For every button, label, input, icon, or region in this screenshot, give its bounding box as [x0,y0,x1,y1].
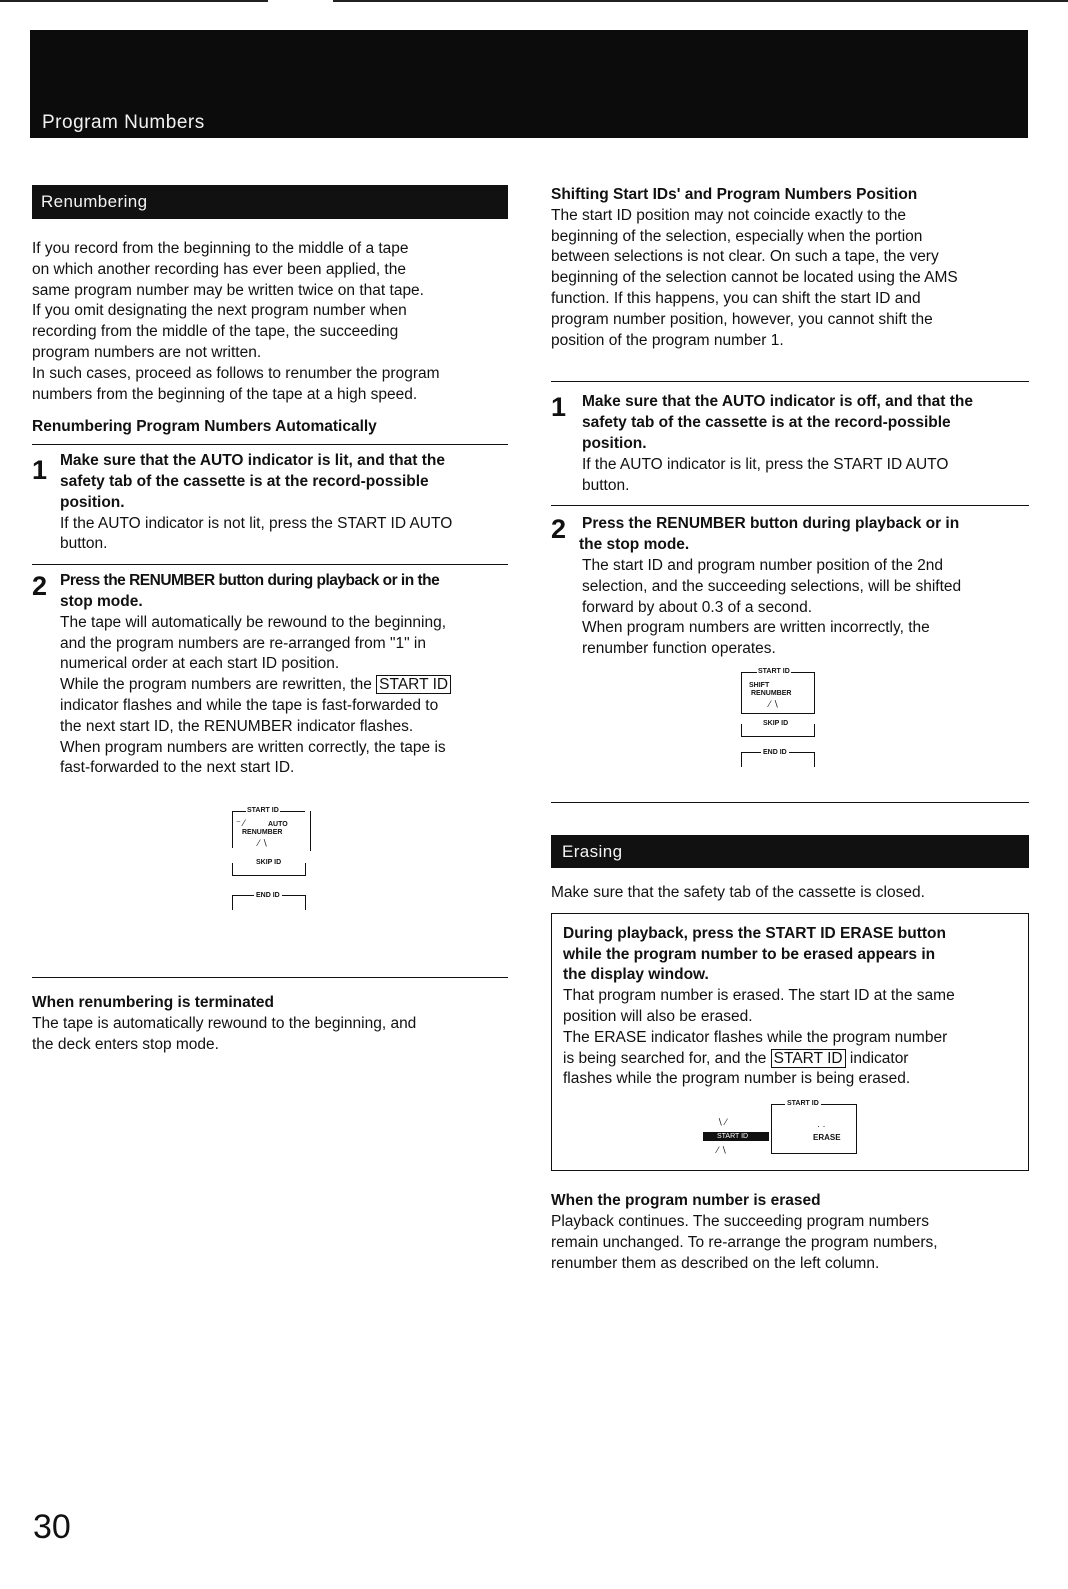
step-body [60,675,508,696]
start-id-label: START ID [787,1100,819,1108]
start-id-indicator-label: START ID [771,1049,846,1068]
erase-body-text: indicator [845,1049,909,1067]
erase-body: flashes while the program number is being erased. [563,1070,911,1088]
step-number: 1 [32,455,48,486]
end-id-label: END ID [256,892,280,900]
shifting-line: The start ID position may not coincide exactly to the [551,206,906,224]
step-body: button. [582,476,630,494]
step-body: When program numbers are written correctly, the tape is [60,738,446,756]
shifting-line: beginning of the selection cannot be located using the AMS [551,269,958,287]
skip-id-label: SKIP ID [256,859,282,867]
erase-head: while the program number to be erased appears in [563,945,936,963]
step-body-text: While the program numbers are rewritten, the [60,676,377,694]
step-body: The start ID and program number position of the 2nd [582,556,944,574]
display-bracket [771,1104,857,1154]
renumbering-intro [32,239,508,405]
step-number: 2 [32,571,48,602]
shift-step-1 [551,392,1029,496]
divider [551,802,1029,803]
shifting-heading: Shifting Start IDs' and Program Numbers Position [551,186,918,203]
step-head: position. [60,493,125,511]
step-head: Press the RENUMBER button during playback or in the [60,572,440,590]
step-body: renumber function operates. [582,640,776,658]
erase-label: ERASE [813,1133,841,1143]
step-body: fast-forwarded to the next start ID. [60,759,295,777]
step-number: 1 [551,392,567,423]
terminated-heading: When renumbering is terminated [32,994,275,1012]
step-body: button. [60,535,108,553]
step-body: selection, and the succeeding selections, will be shifted [582,577,962,595]
shift-display-illustration [741,668,831,788]
terminated-line: The tape is automatically rewound to the beginning, and [32,1014,417,1032]
renumber-step-1 [32,451,508,555]
erase-instruction-box [551,913,1029,1171]
shifting-line: function. If this happens, you can shift the start ID and [551,289,921,307]
step-body: If the AUTO indicator is not lit, press the START ID AUTO [60,514,453,532]
shifting-line: between selections is not clear. On such a tape, the very [551,248,939,266]
erase-body [563,1049,1018,1070]
step-head: Make sure that the AUTO indicator is lit, and that the [60,452,445,470]
erased-line: remain unchanged. To re-arrange the program numbers, [551,1233,938,1251]
right-column [551,185,1029,1274]
erased-heading: When the program number is erased [551,1192,821,1210]
erasing-intro: Make sure that the safety tab of the cassette is closed. [551,883,925,901]
shifting-line: beginning of the selection, especially when the portion [551,227,923,245]
step-body: If the AUTO indicator is lit, press the START ID AUTO [582,455,949,473]
erase-body: The ERASE indicator flashes while the program number [563,1028,948,1046]
top-rule-right [333,0,1068,2]
step-body: and the program numbers are re-arranged from "1" in [60,634,426,652]
auto-heading: Renumbering Program Numbers Automatically [32,418,377,436]
renumber-label: RENUMBER [751,689,792,697]
step-body: indicator flashes and while the tape is fast-forwarded to [60,696,439,714]
erased-line: renumber them as described on the left column. [551,1254,880,1272]
flash-icon: ⁻ ⁄ [236,818,245,829]
start-id-label: START ID [758,667,790,675]
step-head: the stop mode. [579,536,690,554]
erased-line: Playback continues. The succeeding program numbers [551,1212,929,1230]
intro-line: recording from the middle of the tape, the succeeding [32,323,399,341]
divider [32,564,508,565]
start-id-lit-label: START ID [717,1133,749,1141]
page-title: Program Numbers [42,112,205,133]
step-head: stop mode. [60,592,143,610]
step-number: 2 [551,514,567,545]
flash-icon: ⁄ ∖ [258,838,268,849]
end-id-label: END ID [763,748,787,756]
intro-line: same program number may be written twice on that tape. [32,281,424,299]
divider [551,381,1029,382]
shift-label: SHIFT [749,681,770,689]
intro-line: If you omit designating the next program number when [32,302,407,320]
left-column [32,185,508,1056]
top-rule-left [0,0,268,2]
erase-body-text: is being searched for, and the [563,1049,771,1067]
erase-body: position will also be erased. [563,1007,753,1025]
erase-display-illustration [693,1100,873,1160]
shift-step-2 [551,514,1029,660]
flash-icon: · · [817,1121,826,1132]
divider [32,977,508,978]
step-body: the next start ID, the RENUMBER indicator flashes. [60,717,414,735]
skip-id-label: SKIP ID [763,719,789,727]
renumber-display-illustration [232,807,322,927]
erase-head: the display window. [563,966,709,984]
flash-icon: ∖ ⁄ [717,1117,727,1128]
shifting-line: program number position, however, you cannot shift the [551,310,933,328]
step-head: Press the RENUMBER button during playback or in [582,515,960,533]
divider [32,444,508,445]
header-bar [30,30,1028,138]
intro-line: program numbers are not written. [32,343,262,361]
step-head: safety tab of the cassette is at the record-possible [60,472,429,490]
step-body: forward by about 0.3 of a second. [582,598,813,616]
intro-line: numbers from the beginning of the tape at a high speed. [32,385,418,403]
flash-icon: ⁄ ∖ [717,1145,727,1156]
renumber-step-2 [32,571,508,779]
page-number: 30 [33,1508,71,1546]
intro-line: If you record from the beginning to the middle of a tape [32,240,409,257]
step-body: The tape will automatically be rewound to the beginning, [60,613,447,631]
intro-line: on which another recording has ever been applied, the [32,260,406,278]
erase-head: During playback, press the START ID ERASE button [563,924,946,942]
step-head: position. [582,434,647,452]
renumber-label: RENUMBER [242,829,283,837]
renumbering-heading: Renumbering [32,185,508,219]
divider [551,505,1029,506]
shifting-line: position of the program number 1. [551,331,784,349]
step-body: numerical order at each start ID position. [60,655,340,673]
terminated-line: the deck enters stop mode. [32,1035,219,1053]
step-body: When program numbers are written incorrectly, the [582,619,930,637]
erase-body: That program number is erased. The start ID at the same [563,987,955,1005]
step-head: safety tab of the cassette is at the record-possible [582,414,951,432]
start-id-label: START ID [247,807,279,815]
auto-label: AUTO [268,821,288,829]
erasing-heading: Erasing [551,835,1029,868]
start-id-indicator-label: START ID [376,675,451,694]
intro-line: In such cases, proceed as follows to renumber the program [32,364,440,382]
flash-icon: ⁄ ∖ [769,698,779,709]
step-head: Make sure that the AUTO indicator is off, and that the [582,393,973,411]
